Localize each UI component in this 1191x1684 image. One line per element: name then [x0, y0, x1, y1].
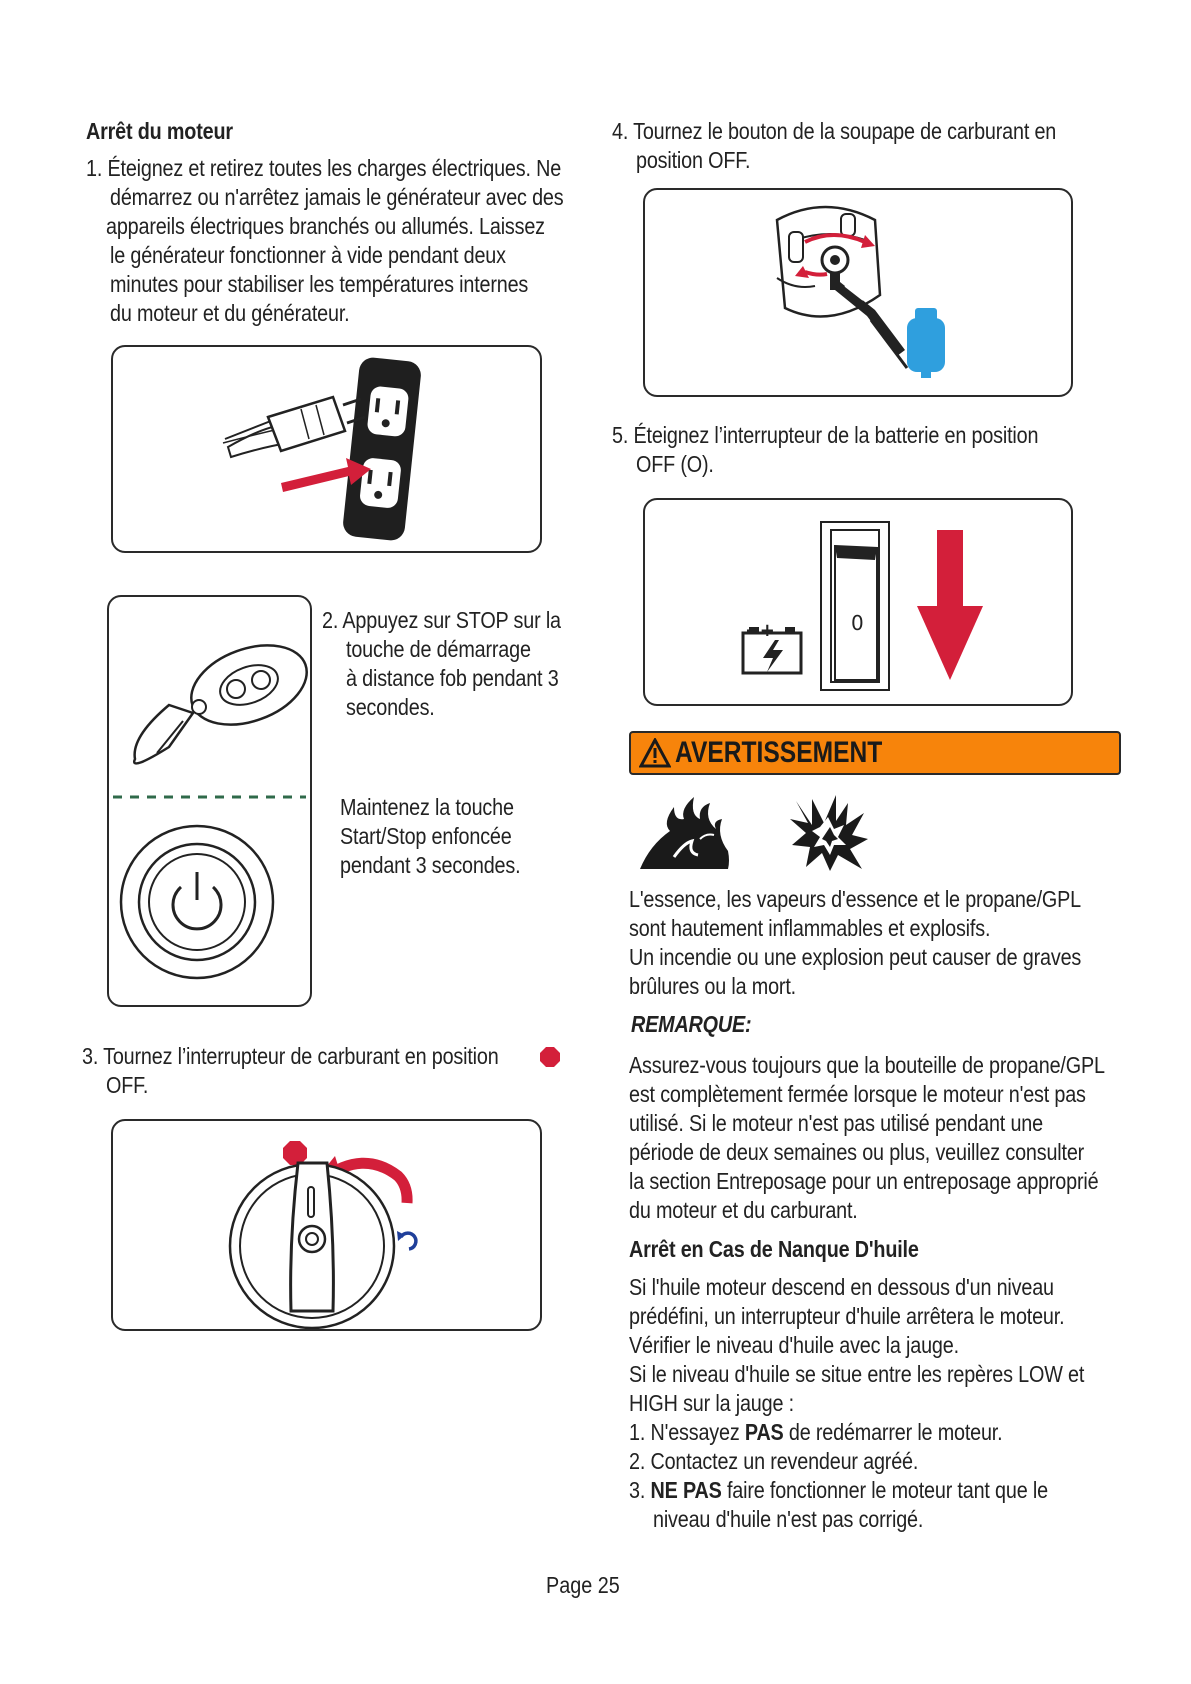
oil-line: Si l'huile moteur descend en dessous d'un niveau [629, 1274, 1054, 1300]
arrow-down-icon [917, 606, 983, 680]
oil-line: Si le niveau d'huile se situe entre les repères LOW et [629, 1361, 1085, 1387]
note-line: période de deux semaines ou plus, veuillez consulter [629, 1139, 1085, 1165]
step2-line: 2. Appuyez sur STOP sur la [322, 607, 561, 633]
battery-polarity-label: - + [746, 620, 775, 641]
note-line: la section Entreposage pour un entreposage approprié [629, 1168, 1099, 1194]
warning-banner [629, 731, 1121, 775]
oil-line: HIGH sur la jauge : [629, 1390, 794, 1416]
note-line: du moteur et du carburant. [629, 1197, 858, 1223]
fuel-knob-illustration [111, 1119, 542, 1331]
explosion-hazard-icon [790, 795, 870, 871]
oil-list-item: 2. Contactez un revendeur agréé. [629, 1448, 919, 1474]
oil-line: prédéfini, un interrupteur d'huile arrêtera le moteur. [629, 1303, 1065, 1329]
warning-title: AVERTISSEMENT [675, 736, 883, 769]
step3-line: OFF. [106, 1072, 149, 1098]
step1-line: démarrez ou n'arrêtez jamais le générateur avec des [110, 184, 564, 210]
hold-line: Maintenez la touche [340, 794, 514, 820]
battery-switch-illustration [643, 498, 1073, 706]
page-number: Page 25 [546, 1572, 620, 1598]
step2-line: touche de démarrage [346, 636, 531, 662]
step1-line: le générateur fonctionner à vide pendant deux [110, 242, 506, 268]
warning-line: L'essence, les vapeurs d'essence et le propane/GPL [629, 886, 1081, 912]
stop-octagon-icon [539, 1046, 561, 1068]
step1-line: minutes pour stabiliser les températures internes [110, 271, 529, 297]
warning-line: sont hautement inflammables et explosifs. [629, 915, 991, 941]
warning-line: Un incendie ou une explosion peut causer de graves [629, 944, 1082, 970]
step3-line: 3. Tournez l’interrupteur de carburant en position [82, 1043, 499, 1069]
step5-line: OFF (O). [636, 451, 714, 477]
remote-fob-illustration [107, 595, 312, 1007]
step1-line: 1. Éteignez et retirez toutes les charges électriques. Ne [86, 155, 562, 181]
oil-list-item: 1. N'essayez PAS de redémarrer le moteur. [629, 1419, 1003, 1445]
unplug-illustration [111, 345, 542, 553]
warning-line: brûlures ou la mort. [629, 973, 796, 999]
fire-hazard-icon [640, 795, 730, 871]
step1-line: du moteur et du générateur. [110, 300, 350, 326]
step1-line: appareils électriques branchés ou allumés. Laissez [106, 213, 545, 239]
section-heading-engine-stop: Arrêt du moteur [86, 118, 233, 144]
step5-line: 5. Éteignez l’interrupteur de la batterie en position [612, 422, 1039, 448]
step4-line: 4. Tournez le bouton de la soupape de carburant en [612, 118, 1057, 144]
step4-line: position OFF. [636, 147, 751, 173]
warning-triangle-icon [639, 738, 671, 768]
step2-line: secondes. [346, 694, 435, 720]
note-line: utilisé. Si le moteur n'est pas utilisé pendant une [629, 1110, 1043, 1136]
note-line: est complètement fermée lorsque le moteur n'est pas [629, 1081, 1086, 1107]
stop-octagon-icon [283, 1141, 307, 1165]
hold-line: Start/Stop enfoncée [340, 823, 512, 849]
step2-line: à distance fob pendant 3 [346, 665, 559, 691]
hold-line: pendant 3 secondes. [340, 852, 521, 878]
propane-valve-illustration [643, 188, 1073, 397]
oil-shutdown-heading: Arrêt en Cas de Nanque D'huile [629, 1236, 919, 1262]
switch-off-mark: 0 [851, 611, 864, 635]
note-heading: REMARQUE: [631, 1011, 752, 1037]
oil-list-item-continued: niveau d'huile n'est pas corrigé. [653, 1506, 924, 1532]
oil-line: Vérifier le niveau d'huile avec la jauge. [629, 1332, 959, 1358]
oil-list-item: 3. NE PAS faire fonctionner le moteur tant que le [629, 1477, 1048, 1503]
note-line: Assurez-vous toujours que la bouteille de propane/GPL [629, 1052, 1105, 1078]
